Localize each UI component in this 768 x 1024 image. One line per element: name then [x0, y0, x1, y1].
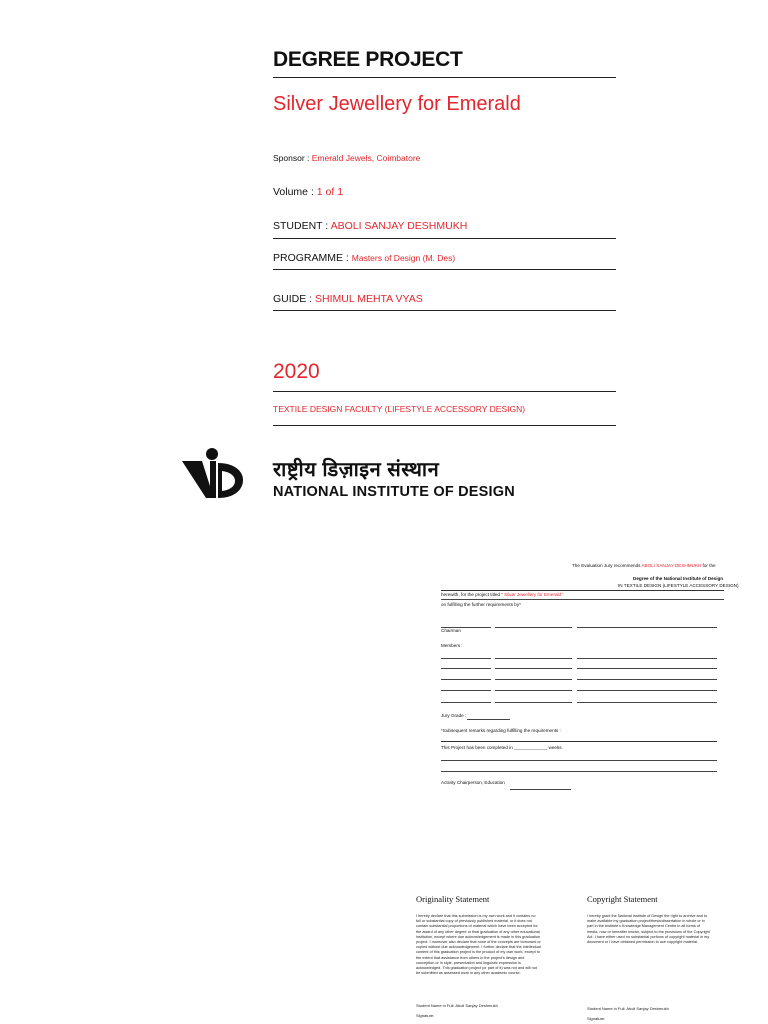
signature-line	[495, 627, 572, 628]
guide-field	[273, 293, 423, 305]
remarks-line	[441, 760, 717, 761]
jury-recommendation	[572, 563, 716, 568]
recommend-name: ABOLI SANJAY DESHMUKH	[641, 563, 702, 568]
programme-value: Masters of Design (M. Des)	[351, 253, 456, 263]
signature-line	[510, 789, 571, 790]
divider	[273, 391, 616, 392]
sponsor-value: Emerald Jewels, Coimbatore	[311, 153, 421, 163]
volume-field	[273, 186, 343, 198]
student-field	[273, 220, 467, 232]
completed-line: This Project has been completed in _____________ weeks.	[441, 745, 563, 750]
divider	[273, 310, 616, 311]
year: 2020	[273, 360, 320, 383]
divider	[273, 425, 616, 426]
project-title: Silver Jewellery for Emerald	[273, 93, 521, 115]
sponsor-field	[273, 153, 420, 163]
divider	[273, 238, 616, 239]
programme-label: PROGRAMME :	[273, 252, 352, 264]
sponsor-label: Sponsor :	[273, 153, 312, 163]
copyright-student-name: Student Name in Full: Aboli Sanjay Deshmukh	[587, 1006, 669, 1011]
divider	[441, 590, 724, 591]
nid-logo-icon	[182, 448, 244, 500]
student-value: ABOLI SANJAY DESHMUKH	[330, 220, 468, 232]
project-title-quoted: " Silver Jewellery for Emerald"	[501, 592, 563, 597]
project-prefix: herewith, for the project titled	[441, 592, 502, 597]
members-label: Members :	[441, 643, 463, 648]
divider	[441, 599, 724, 600]
remarks-label: *Subsequent remarks regarding fulfilling the requirements :	[441, 728, 561, 733]
originality-student-name: Student Name in Full: Aboli Sanjay Deshmukh	[416, 1003, 498, 1008]
institute-name-english: NATIONAL INSTITUTE OF DESIGN	[273, 484, 515, 500]
volume-label: Volume :	[273, 186, 317, 198]
originality-body: I hereby declare that this submission is my own work and it contains no full or substantial copy of previously published material, or it does not contain substantial proportions of material which have been accepted for the award of any other degree or final graduation of any other educational institution, except where due acknowledgement is made in this graduation project. I moreover also declare that none of the concepts are borrowed or copied without due acknowledgement. I further declare that the intellectual content of this graduation project is the product of my own work, except to the extent that assistance from others in the project's design and conception or in style, presentation and linguistic expression is acknowledged. This graduation project (or part of it) was not and will not be submitted as assessed work in any other academic course.	[416, 914, 541, 976]
degree-project-heading: DEGREE PROJECT	[273, 48, 463, 71]
guide-value: SHIMUL MEHTA VYAS	[315, 293, 423, 305]
faculty-name: TEXTILE DESIGN FACULTY (LIFESTYLE ACCESSORY DESIGN)	[273, 404, 526, 414]
institute-name-hindi: राष्ट्रीय डिज़ाइन संस्थान	[273, 459, 440, 481]
remarks-line	[441, 771, 717, 772]
guide-label: GUIDE :	[273, 293, 316, 305]
discipline-line: IN TEXTILE DESIGN (LIFESTYLE ACCESSORY DESIGN)	[618, 583, 739, 588]
chairman-label: Chairman	[441, 628, 461, 633]
degree-line: Degree of the National Institute of Design	[633, 576, 724, 581]
grade-line	[467, 719, 510, 720]
activity-chairperson-label: Activity Chairperson, Education	[441, 780, 505, 785]
project-line	[441, 592, 563, 597]
jury-grade-label: Jury Grade :	[441, 713, 467, 718]
fulfilling-requirements: on fulfilling the further requirements by*	[441, 602, 521, 607]
copyright-body: I hereby grant the National Institute of Design the right to archive and to make available my graduation project/thesis/dissertation in whole or in part in the Institute's Knowledge Management Centre in all forms of media, now or hereafter known, subject to the provisions of the Copyright Act. I have either used no substantial portions of copyright material in my document or I have obtained permission to use copyright material.	[587, 914, 710, 945]
divider	[273, 269, 616, 270]
copyright-heading: Copyright Statement	[587, 894, 658, 904]
originality-heading: Originality Statement	[416, 894, 490, 904]
recommend-prefix: The Evaluation Jury recommends	[572, 563, 642, 568]
remarks-line	[441, 741, 717, 742]
divider	[273, 77, 616, 78]
programme-field	[273, 252, 455, 264]
originality-signature: Signature:	[416, 1013, 435, 1018]
volume-value: 1 of 1	[316, 186, 344, 198]
student-label: STUDENT :	[273, 220, 331, 232]
recommend-suffix: for the	[701, 563, 716, 568]
copyright-signature: Signature:	[587, 1016, 606, 1021]
signature-line	[577, 627, 717, 628]
